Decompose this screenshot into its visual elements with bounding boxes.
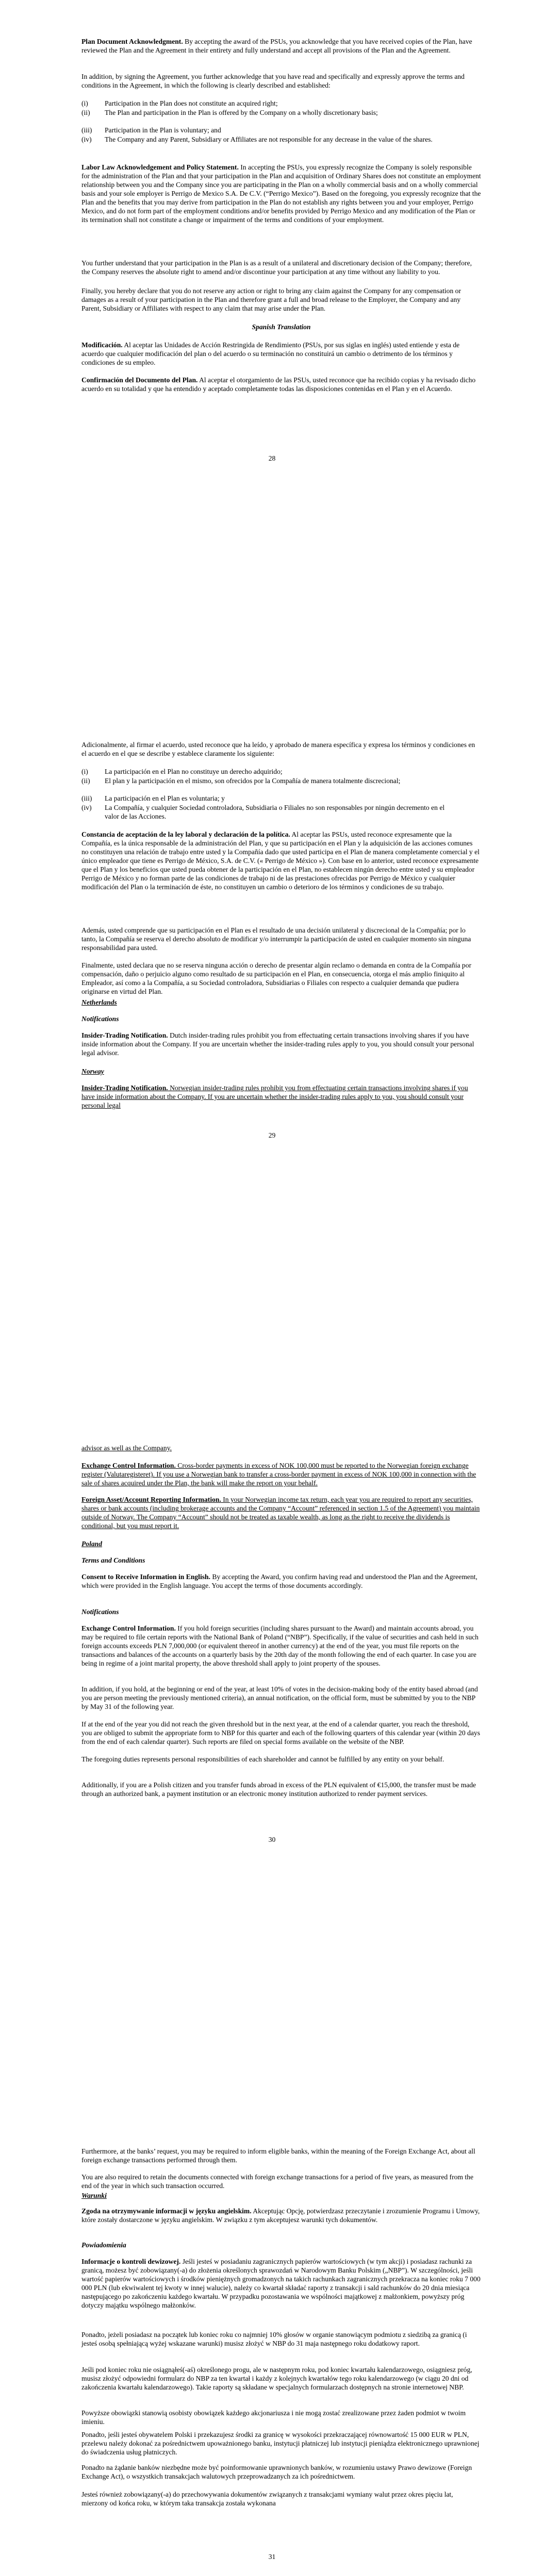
paragraph: Adicionalmente, al firmar el acuerdo, usted reconoce que ha leído, y aprobado de manera específica y expresa los términos y condiciones en el acuerdo en el que se describe y establece claramente los siguiente: — [81, 741, 475, 757]
page-number: 29 — [268, 1131, 276, 1139]
page-number: 30 — [268, 1836, 276, 1843]
country-heading-poland: Poland — [81, 1540, 103, 1548]
country-heading-netherlands: Netherlands — [81, 998, 117, 1006]
paragraph: The foregoing duties represents personal responsibilities of each shareholder and cannot be fulfilled by any entity on your behalf. — [81, 1755, 444, 1763]
paragraph: In addition, if you hold, at the beginning or end of the year, at least 10% of votes in the decision-making body of the entity based abroad (and you are person meeting the previously mentioned criteria), an annual notification, on the official form, must be submitted by you to the NBP by May 31 of the following year. — [81, 1685, 478, 1710]
paragraph: Insider-Trading Notification. Dutch insider-trading rules prohibit you from effectuating certain transactions involving shares if you have inside information about the Company. If you are uncertain whether the insider-trading rules apply to you, you should consult your personal legal advisor. — [81, 1031, 474, 1057]
paragraph: Finalmente, usted declara que no se reserva ninguna acción o derecho de presentar algún reclamo o demanda en contra de la Compañía por compensación, daño o perjuicio alguno como resultado de su participación en el Plan, en consecuencia, otorga el más amplio finiquito al Empleador, así como a la Compañía, a su Sociedad controladora, Subsidiarias o Filiales con respecto a cualquier demanda que pudiera originarse en virtud del Plan. — [81, 961, 472, 995]
paragraph: Foreign Asset/Account Reporting Information. In your Norwegian income tax return, each year you are required to report any securities, shares or bank accounts (including brokerage accounts and the Company “Account” referenced in section 1.5 of the Agreement) you maintain outside of Norway. The Company “Account” should not be treated as taxable wealth, as long as the right to receive the dividends is conditional, but you must report it. — [81, 1496, 480, 1530]
paragraph: Furthermore, at the banks’ request, you may be required to inform eligible banks, within the meaning of the Foreign Exchange Act, about all foreign exchange transactions performed through them. — [81, 2147, 475, 2164]
subheading: Terms and Conditions — [81, 1556, 145, 1564]
subheading: Notifications — [81, 1608, 119, 1616]
page-30 — [0, 1406, 544, 2110]
subheading: Notifications — [81, 1015, 119, 1023]
paragraph: Informacje o kontroli dewizowej. Jeśli jesteś w posiadaniu zagranicznych papierów wartościowych (w tym akcji) i posiadasz rachunki za granicą, możesz być zobowiązany(-a) do złożenia określonych sprawozdań w Narodowym Banku Polskim („NBP”). W szczególności, jeśli wartość papierów wartościowych i środków pieniężnych gromadzonych na takich rachunkach zagranicznych przekracza na koniec roku 7 000 000 PLN (lub ekwiwalent tej kwoty w innej walucie), należy co kwartał składać raporty z transakcji i sald rachunków do 20 dnia miesiąca następującego po zakończeniu każdego kwartału. W przypadku pozostawania we wspólności majątkowej z małżonkiem, powyższy próg dotyczy majątku wspólnego małżonków. — [81, 2258, 481, 2309]
subheading: Powiadomienia — [81, 2241, 126, 2249]
page-28: Plan Document Acknowledgment. By accepting the award of the PSUs, you acknowledge that you have received copies of the Plan, have reviewed the Plan and the Agreement in their entirety and fully understand and accept all provisions of the Plan and the Agreement. In addition, by signing the Agreement, you further acknowledge that you have read and specifically and expressly approve the terms and conditions in the Agreement, in which the following is clearly described and established: (i) Participation in the Plan does not constitute an acquired right; (ii) The Plan and participation in the Plan is offered by the Company on a wholly discretionary basis; (iii) Participation in the Plan is voluntary; and (iv) The Company and any Parent, Subsidiary or Affiliates are not responsible for any decrease in the value of the shares. Labor Law Acknowledgement and Policy Statement. In accepting the PSUs, you expressly recognize the Company is solely responsible for the administration of the Plan and that your participation in the Plan and acquisition of Ordinary Shares does not constitute an employment relationship between you and the Company since you are participating in the Plan on a wholly commercial basis and on a wholly commercial basis and your sole employer is Perrigo de Mexico S.A. De C.V. (“Perrigo Mexico”). Based on the foregoing, you expressly recognize that the Plan and the benefits that you may derive from participation in the Plan do not establish any rights between you and your employer, Perrigo Mexico, and do not form part of the employment conditions and/or benefits provided by Perrigo Mexico and any modification of the Plan or its termination shall not constitute a change or impairment of the terms and conditions of your employment. You further understand that your participation in the Plan is as a result of a unilateral and discretionary decision of the Company; therefore, the Company reserves the absolute right to amend and/or discontinue your participation at any time without any liability to you. Finally, you hereby declare that you do not reserve any action or right to bring any claim against the Company for any compensation or damages as a result of your participation in the Plan and therefore grant a full and broad release to the Employer, the Company and any Parent, Subsidiary or Affiliates with respect to any claim that may arise under the Plan. Spanish Translation Modificación. Al aceptar las Unidades de Acción Restringida de Rendimiento (PSUs, por sus siglas en inglés) usted entiende y esta de acuerdo que cualquier modificación del plan o del acuerdo o su terminación no constituirá un cambio o detrimento de los términos y condiciones de su empleo. Confirmación del Documento del Plan. Al aceptar el otorgamiento de las PSUs, usted reconoce que ha recibido copias y ha revisado dicho acuerdo en su totalidad y que ha entendido y aceptado completamente todas las disposiciones contenidas en el Plan y en el Acuerdo. 28 — [0, 0, 544, 703]
paragraph: Confirmación del Documento del Plan. Al aceptar el otorgamiento de las PSUs, usted reconoce que ha recibido copias y ha revisado dicho acuerdo en su totalidad y que ha entendido y aceptado completamente todas las disposiciones contenidas en el Plan y en el Acuerdo. — [81, 376, 476, 393]
paragraph: You further understand that your participation in the Plan is as a result of a unilateral and discretionary decision of the Company; therefore, the Company reserves the absolute right to amend and/or discontinue your participation at any time without any liability to you. — [81, 259, 472, 276]
paragraph: Además, usted comprende que su participación en el Plan es el resultado de una decisión unilateral y discrecional de la Compañía; por lo tanto, la Compañía se reserva el derecho absoluto de modificar y/o interrumpir la participación de usted en cualquier momento sin ninguna responsabilidad para usted. — [81, 926, 471, 952]
paragraph: Jeśli pod koniec roku nie osiągnąłeś(-aś) określonego progu, ale w następnym roku, pod koniec kwartału kalendarzowego, osiągniesz próg, musisz złożyć odpowiedni formularz do NBP za ten kwartał i każdy z kolejnych kwartałów tego roku kalendarzowego (w ciągu 20 dni od zakończenia kwartału kalendarzowego). Takie raporty są składane w specjalnych formularzach dostępnych na stronie internetowej NBP. — [81, 2366, 472, 2391]
paragraph: Plan Document Acknowledgment. By accepting the award of the PSUs, you acknowledge that you have received copies of the Plan, have reviewed the Plan and the Agreement in their entirety and fully understand and accept all provisions of the Plan and the Agreement. — [81, 38, 472, 54]
page-31 — [0, 2110, 544, 2576]
paragraph: Modificación. Al aceptar las Unidades de Acción Restringida de Rendimiento (PSUs, por sus siglas en inglés) usted entiende y esta de acuerdo que cualquier modificación del plan o del acuerdo o su terminación no constituirá un cambio o detrimento de los términos y condiciones de su empleo. — [81, 341, 460, 366]
country-heading-norway: Norway — [81, 1067, 104, 1075]
paragraph: Powyższe obowiązki stanowią osobisty obowiązek każdego akcjonariusza i nie mogą zostać zrealizowane przez żaden podmiot w twoim imieniu. — [81, 2409, 466, 2426]
paragraph: advisor as well as the Company. — [81, 1444, 172, 1452]
paragraph: Exchange Control Information. If you hold foreign securities (including shares pursuant to the Award) and maintain accounts abroad, you may be required to file certain reports with the National Bank of Poland (“NBP”). Specifically, if the value of securities and cash held in such foreign accounts exceeds PLN 7,000,000 (or equivalent thereof in another currency) at the end of the year, you must file reports on the transactions and balances of the accounts on a quarterly basis by the 20th day of the month following the end of each quarter. In case you are being in regime of a joint marital property, the above threshold shall apply to joint property of the spouses. — [81, 1624, 479, 1667]
paragraph: Jesteś również zobowiązany(-a) do przechowywania dokumentów związanych z transakcjami wymiany walut przez okres pięciu lat, mierzony od końca roku, w którym taka transakcja została wykonana — [81, 2490, 453, 2507]
paragraph: Constancia de aceptación de la ley laboral y declaración de la política. Al aceptar las PSUs, usted reconoce expresamente que la Compañía, es la única responsable de la administración del Plan, y que su participación en el Plan y la adquisición de las acciones comunes no constituyen una relación de trabajo entre usted y la Compañía dado que usted participa en el Plan de manera completamente comercial y el único empleador que tiene es Perrigo de México, S.A. de C.V. (« Perrigo de México »). Con base en lo anterior, usted reconoce expresamente que el Plan y los beneficios que usted pueda obtener de la participación en el Plan, no establecen ningún derecho entre usted y su empleador Perrigo de México y no forman parte de las condiciones de trabajo ni de las prestaciones ofrecidas por Perrigo de México y cualquier modificación del Plan o la terminación de éste, no constituyen un cambio o deterioro de los términos y condiciones de su trabajo. — [81, 831, 480, 891]
paragraph: Exchange Control Information. Cross-border payments in excess of NOK 100,000 must be reported to the Norwegian foreign exchange register (Valutaregisteret). If you use a Norwegian bank to transfer a cross-border payment in excess of NOK 100,000 in connection with the sale of shares acquired under the Plan, the bank will make the report on your behalf. — [81, 1462, 476, 1487]
page-number: 31 — [268, 2553, 276, 2561]
paragraph: Ponadto na żądanie banków niezbędne może być poinformowanie uprawnionych banków, w rozumieniu ustawy Prawo dewizowe (Foreign Exchange Act), o wszystkich transakcjach walutowych przeprowadzanych za ich pośrednictwem. — [81, 2464, 472, 2480]
paragraph: Finally, you hereby declare that you do not reserve any action or right to bring any claim against the Company for any compensation or damages as a result of your participation in the Plan and therefore grant a full and broad release to the Employer, the Company and any Parent, Subsidiary or Affiliates with respect to any claim that may arise under the Plan. — [81, 287, 461, 312]
paragraph: Consent to Receive Information in English. By accepting the Award, you confirm having read and understood the Plan and the Agreement, which were provided in the English language. You accept the terms of those documents accordingly. — [81, 1573, 477, 1589]
paragraph: Labor Law Acknowledgement and Policy Statement. In accepting the PSUs, you expressly recognize the Company is solely responsible for the administration of the Plan and that your participation in the Plan and acquisition of Ordinary Shares does not constitute an employment relationship between you and the Company since you are participating in the Plan on a wholly commercial basis and on a wholly commercial basis and your sole employer is Perrigo de Mexico S.A. De C.V. (“Perrigo Mexico”). Based on the foregoing, you expressly recognize that the Plan and the benefits that you may derive from participation in the Plan do not establish any rights between you and your employer, Perrigo Mexico, and do not form part of the employment conditions and/or benefits provided by Perrigo Mexico and any modification of the Plan or its termination shall not constitute a change or impairment of the terms and conditions of your employment. — [81, 163, 481, 224]
paragraph: Additionally, if you are a Polish citizen and you transfer funds abroad in excess of the PLN equivalent of €15,000, the transfer must be made through an authorized bank, a payment institution or an electronic money institution authorized to render payment services. — [81, 1781, 476, 1798]
page-29: Adicionalmente, al firmar el acuerdo, usted reconoce que ha leído, y aprobado de manera específica y expresa los términos y condiciones en el acuerdo en el que se describe y establece claramente los siguiente: (i) La participación en el Plan no constituye un derecho adquirido; (ii) El plan y la participación en el mismo, son ofrecidos por la Compañía de manera totalmente discrecional; (iii) La participación en el Plan es voluntaria; y (iv) La Compañía, y cualquier Sociedad controladora, Subsidiaria o Filiales no son responsables por ningún decremento en el valor de las Acciones. Constancia de aceptación de la ley laboral y declaración de la política. Al aceptar las PSUs, usted reconoce expresamente que la Compañía, es la única responsable de la administración del Plan, y que su participación en el Plan y la adquisición de las acciones comunes no constituyen una relación de trabajo entre usted y la Compañía dado que usted participa en el Plan de manera completamente comercial y el único empleador que tiene es Perrigo de México, S.A. de C.V. (« Perrigo de México »). Con base en lo anterior, usted reconoce expresamente que el Plan y los beneficios que usted pueda obtener de la participación en el Plan, no establecen ningún derecho entre usted y su empleador Perrigo de México y no forman parte de las condiciones de trabajo ni de las prestaciones ofrecidas por Perrigo de México y cualquier modificación del Plan o la terminación de éste, no constituyen un cambio o deterioro de los términos y condiciones de su trabajo. Además, usted comprende que su participación en el Plan es el resultado de una decisión unilateral y discrecional de la Compañía; por lo tanto, la Compañía se reserva el derecho absoluto de modificar y/o interrumpir la participación de usted en cualquier momento sin ninguna responsabilidad para usted. Finalmente, usted declara que no se reserva ninguna acción o derecho de presentar algún reclamo o demanda en contra de la Compañía por compensación, daño o perjuicio alguno como resultado de su participación en el Plan, en consecuencia, otorga el más amplio finiquito al Empleador, así como a la Compañía, a su Sociedad controladora, Subsidiarias o Filiales con respecto a cualquier demanda que pudiera originarse en virtud del Plan. Netherlands Notifications Insider-Trading Notification. Dutch insider-trading rules prohibit you from effectuating certain transactions involving shares if you have inside information about the Company. If you are uncertain whether the insider-trading rules apply to you, you should consult your personal legal advisor. Norway Insider-Trading Notification. Norwegian insider-trading rules prohibit you from effectuating certain transactions involving shares if you have inside information about the Company. If you are uncertain whether the insider-trading rules apply to you, you should consult your personal legal 29 — [0, 703, 544, 1406]
paragraph: Ponadto, jeśli jesteś obywatelem Polski i przekazujesz środki za granicę w wysokości przekraczającej równowartość 15 000 EUR w PLN, przelewu należy dokonać za pośrednictwem upoważnionego banku, instytucji płatniczej lub instytucji pieniądza elektronicznego uprawnionej do świadczenia usług płatniczych. — [81, 2431, 480, 2456]
section-heading: Spanish Translation — [252, 323, 311, 331]
section-heading-warunki: Warunki — [81, 2192, 107, 2199]
paragraph: Zgoda na otrzymywanie informacji w języku angielskim. Akceptując Opcję, potwierdzasz przeczytanie i zrozumienie Programu i Umowy, które zostały dostarczone w języku angielskim. W związku z tym akceptujesz warunki tych dokumentów. — [81, 2207, 480, 2224]
paragraph: Insider-Trading Notification. Norwegian insider-trading rules prohibit you from effectuating certain transactions involving shares if you have inside information about the Company. If you are uncertain whether the insider-trading rules apply to you, you should consult your personal legal — [81, 1084, 468, 1109]
page-number: 28 — [268, 454, 276, 462]
paragraph: Ponadto, jeżeli posiadasz na początek lub koniec roku co najmniej 10% głosów w organie stanowiącym podmiotu z siedzibą za granicą (i jesteś osobą spełniającą wyżej wskazane warunki) musisz złożyć w NBP do 31 maja następnego roku dodatkowy raport. — [81, 2331, 467, 2347]
paragraph: In addition, by signing the Agreement, you further acknowledge that you have read and specifically and expressly approve the terms and conditions in the Agreement, in which the following is clearly described and established: — [81, 73, 465, 89]
paragraph: If at the end of the year you did not reach the given threshold but in the next year, at the end of a calendar quarter, you reach the threshold, you are obliged to submit the appropriate form to NBP for this quarter and each of the following quarters of this calendar year (within 20 days from the end of each calendar quarter). Such reports are filed on special forms available on the website of the NBP. — [81, 1720, 480, 1745]
paragraph: You are also required to retain the documents connected with foreign exchange transactions for a period of five years, as measured from the end of the year in which such transaction occurred. — [81, 2173, 473, 2190]
